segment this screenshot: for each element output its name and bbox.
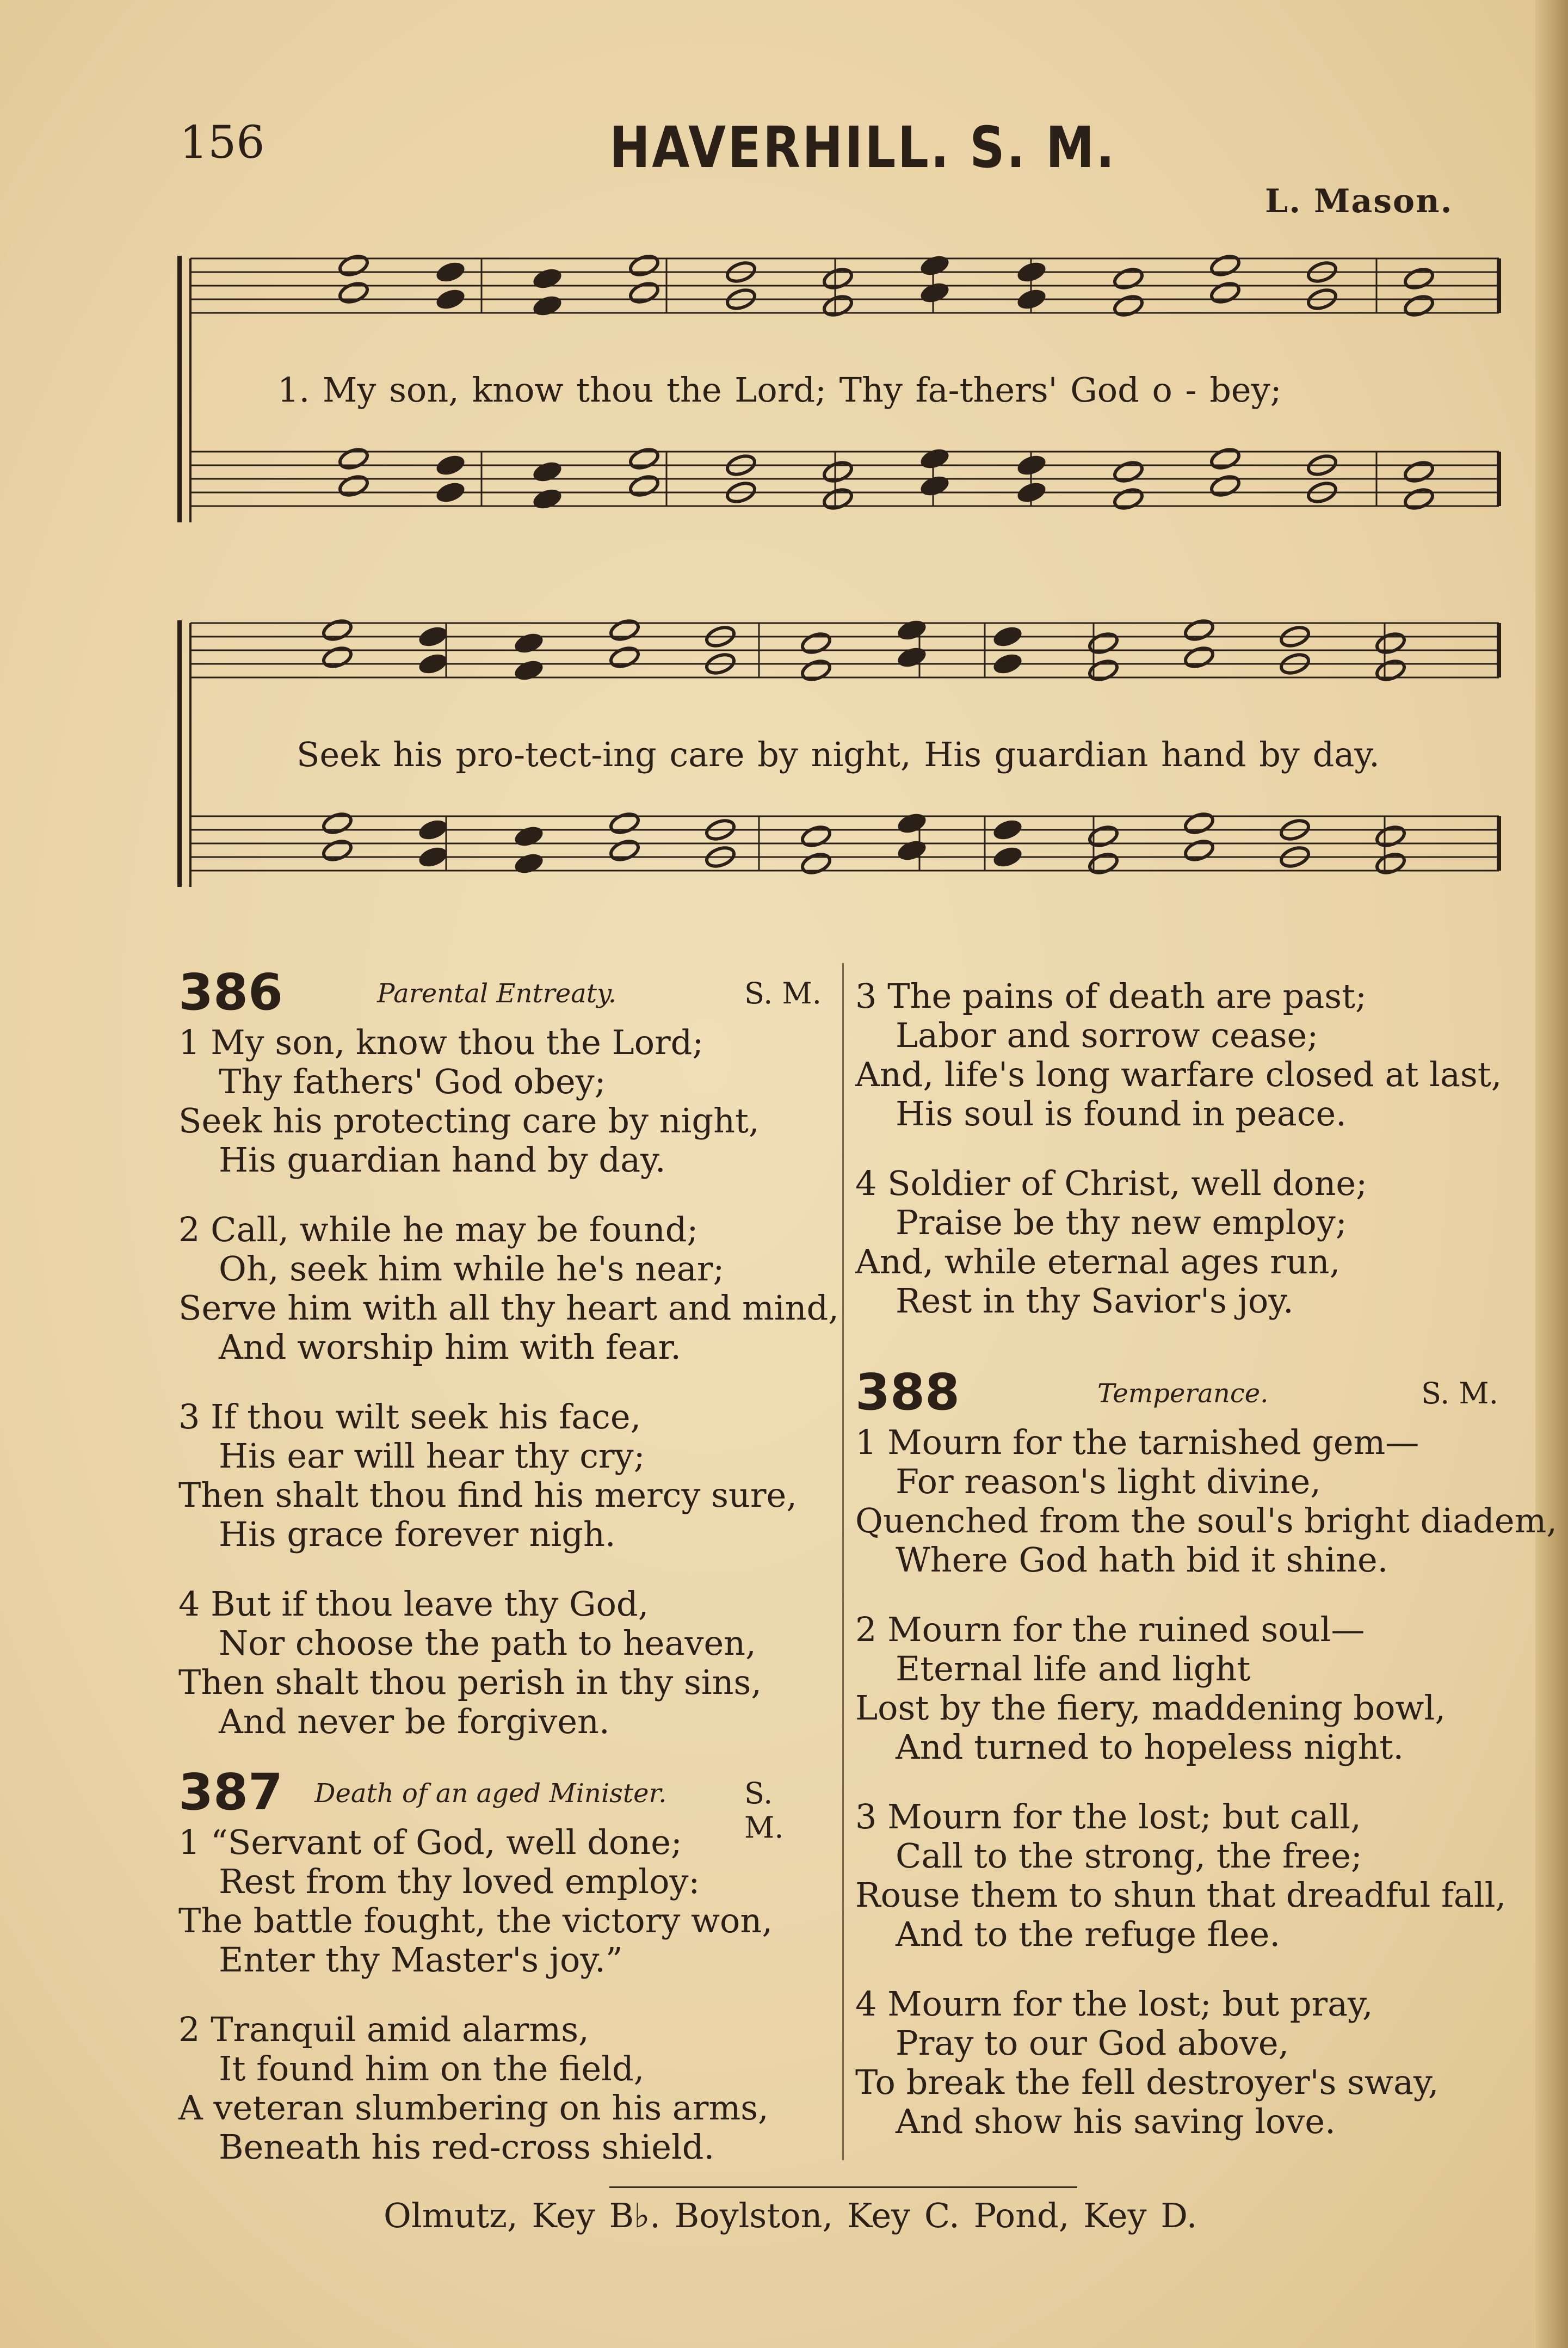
verse-line: 1 My son, know thou the Lord; <box>178 1022 704 1062</box>
verse-line: And turned to hopeless night. <box>896 1727 1404 1767</box>
stanza <box>855 1797 1557 1954</box>
verse-line: And worship him with fear. <box>219 1327 681 1367</box>
verse-line: His ear will hear thy cry; <box>219 1436 645 1476</box>
page-number: 156 <box>180 117 265 169</box>
verse-line: 3 Mourn for the lost; but call, <box>855 1797 1361 1837</box>
verse-line: 4 Mourn for the lost; but pray, <box>855 1984 1373 2024</box>
stanza <box>178 1823 773 1980</box>
hymn-number: 386 <box>178 963 283 1021</box>
verse-line: Rouse them to shun that dreadful fall, <box>855 1875 1507 1915</box>
verse-line: Rest from thy loved employ: <box>219 1862 700 1901</box>
stanza <box>178 1210 839 1367</box>
hymn-387-continued <box>855 977 1502 1351</box>
stanza <box>855 1423 1557 1580</box>
verse-line: 4 Soldier of Christ, well done; <box>855 1163 1367 1203</box>
verse-line: To break the fell destroyer's sway, <box>855 2062 1439 2102</box>
verse-line: Oh, seek him while he's near; <box>219 1249 725 1289</box>
verse-line: And, while eternal ages run, <box>855 1242 1341 1281</box>
verse-line: Thy fathers' God obey; <box>219 1062 606 1101</box>
verse-line: 1 Mourn for the tarnished gem— <box>855 1422 1419 1462</box>
column-divider <box>842 963 844 2160</box>
verse-line: And, life's long warfare closed at last, <box>855 1055 1502 1094</box>
verse-line: 2 Tranquil amid alarms, <box>178 2010 589 2049</box>
verse-line: Call to the strong, the free; <box>896 1836 1362 1876</box>
footer-rule <box>609 2186 1077 2188</box>
verse-line: His guardian hand by day. <box>219 1140 666 1180</box>
verse-line: And never be forgiven. <box>219 1702 610 1741</box>
verse-line: 3 The pains of death are past; <box>855 976 1367 1016</box>
stanza <box>178 1585 839 1741</box>
composer-credit: L. Mason. <box>1265 182 1453 220</box>
hymn-topic: Temperance. <box>1097 1378 1269 1409</box>
stanza <box>855 1985 1557 2141</box>
verse-line: Then shalt thou find his mercy sure, <box>178 1475 797 1515</box>
verse-line: And show his saving love. <box>896 2102 1336 2141</box>
verse-line: Seek his protecting care by night, <box>178 1101 760 1141</box>
verse-line: Quenched from the soul's bright diadem, <box>855 1501 1558 1540</box>
verse-line: And to the refuge flee. <box>896 1914 1281 1954</box>
verse-line: Eternal life and light <box>896 1649 1251 1688</box>
hymn-number: 388 <box>855 1363 960 1421</box>
verse-line: 2 Call, while he may be found; <box>178 1210 699 1249</box>
verse-line: Serve him with all thy heart and mind, <box>178 1288 839 1328</box>
hymn-topic: Parental Entreaty. <box>377 978 617 1009</box>
verse-line: Nor choose the path to heaven, <box>219 1623 756 1663</box>
hymn-tune-title: HAVERHILL. S. M. <box>609 114 1116 181</box>
stanza <box>855 977 1502 1133</box>
hymn-meter: S. M. <box>744 976 822 1010</box>
verse-line: Then shalt thou perish in thy sins, <box>178 1662 762 1702</box>
verse-line: His soul is found in peace. <box>896 1094 1347 1133</box>
stanza <box>178 2010 773 2167</box>
alternate-tunes-footer: Olmutz, Key B♭. Boylston, Key C. Pond, Key D. <box>384 2196 1197 2235</box>
verse-line: 2 Mourn for the ruined soul— <box>855 1610 1365 1649</box>
verse-line: Rest in thy Savior's joy. <box>896 1281 1294 1321</box>
verse-line: His grace forever nigh. <box>219 1514 616 1554</box>
stanza <box>178 1397 839 1554</box>
music-lyrics-line-2: Seek his pro-tect-ing care by night, His guardian hand by day. <box>297 735 1380 774</box>
verse-line: It found him on the field, <box>219 2049 645 2088</box>
hymn-388 <box>855 1363 1557 2172</box>
verse-line: Where God hath bid it shine. <box>896 1540 1388 1580</box>
verse-line: Pray to our God above, <box>896 2023 1289 2063</box>
verse-line: Labor and sorrow cease; <box>896 1015 1319 1055</box>
music-score <box>0 0 1568 925</box>
verse-line: Enter thy Master's joy.” <box>219 1940 623 1980</box>
hymn-386 <box>178 963 839 1772</box>
verse-line: A veteran slumbering on his arms, <box>178 2088 769 2128</box>
stanza <box>855 1164 1502 1321</box>
hymn-387 <box>178 1763 784 2197</box>
verse-line: 3 If thou wilt seek his face, <box>178 1397 641 1437</box>
verse-line: Lost by the fiery, maddening bowl, <box>855 1688 1446 1728</box>
verse-line: Beneath his red-cross shield. <box>219 2127 715 2167</box>
verse-line: Praise be thy new employ; <box>896 1203 1347 1242</box>
hymn-meter: S. M. <box>744 1776 784 1845</box>
stanza <box>178 1023 839 1180</box>
hymn-topic: Death of an aged Minister. <box>314 1778 667 1809</box>
music-lyrics-line-1: 1. My son, know thou the Lord; Thy fa-thers' God o - bey; <box>277 370 1282 410</box>
verse-line: 1 “Servant of God, well done; <box>178 1822 682 1862</box>
hymn-number: 387 <box>178 1763 283 1821</box>
stanza <box>855 1610 1557 1767</box>
verse-line: 4 But if thou leave thy God, <box>178 1584 649 1624</box>
verse-line: The battle fought, the victory won, <box>178 1901 773 1940</box>
verse-line: For reason's light divine, <box>896 1462 1321 1501</box>
hymn-meter: S. M. <box>1421 1376 1498 1410</box>
